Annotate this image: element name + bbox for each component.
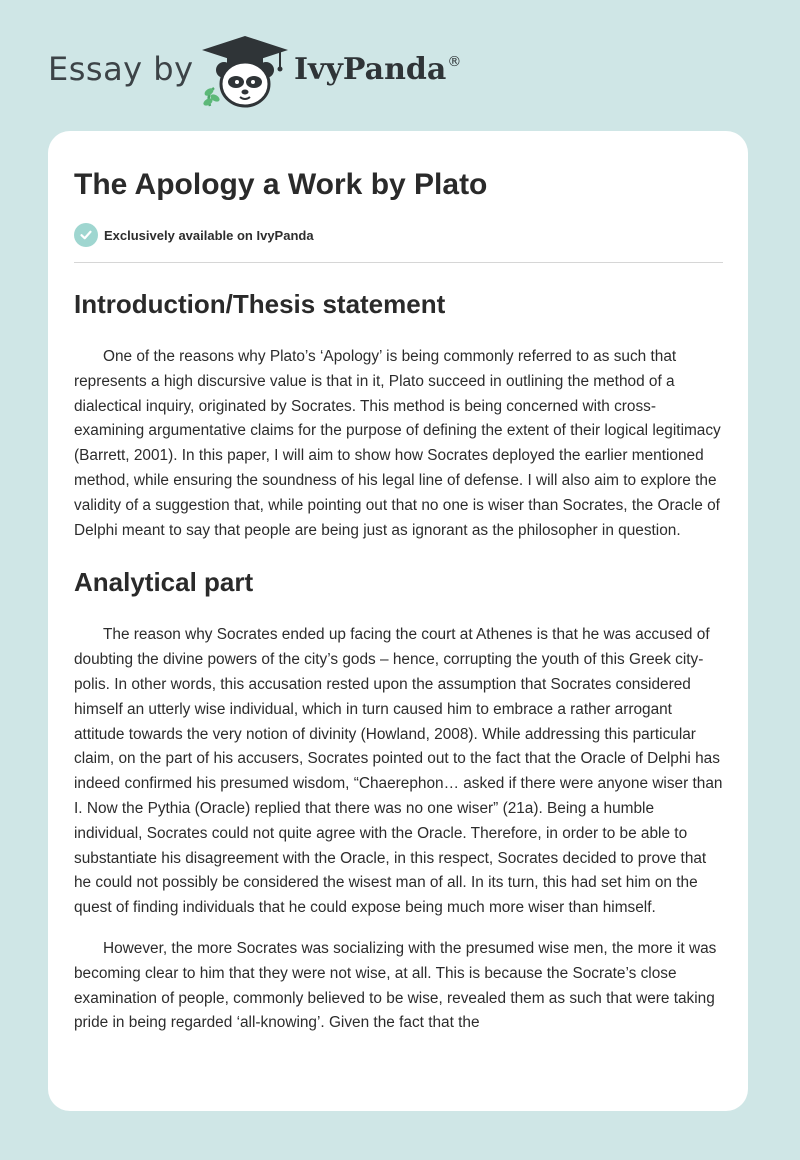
- divider: [74, 262, 723, 263]
- registered-mark: ®: [447, 54, 462, 70]
- paragraph: However, the more Socrates was socializing with the presumed wise men, the more it was becoming clear to him that they were not wise, at all. This is because the Socrate’s close examination of people, commonly believed to be wise, revealed them as such that were taking pride in being regarded ‘all-knowing’. Given the fact that the: [74, 939, 717, 1032]
- brand-header: [48, 30, 518, 110]
- exclusive-badge: [74, 222, 723, 248]
- section-heading-introduction: Introduction/Thesis statement: [74, 289, 446, 319]
- brand-prefix: Essay by: [48, 50, 194, 88]
- page-title: The Apology a Work by Plato: [74, 168, 488, 201]
- essay-card: [48, 131, 748, 1111]
- brand-name: IvyPanda®: [294, 52, 462, 87]
- paragraph: The reason why Socrates ended up facing the court at Athenes is that he was accused of doubting the divine powers of the city’s gods – hence, corrupting the youth of this Greek city-polis. In other words, this accusation rested upon the assumption that Socrates considered himself an utterly wise individual, which in turn caused him to embrace a rather arrogant attitude towards the very notion of divinity (Howland, 2008). While addressing this particular claim, on the part of his accusers, Socrates pointed out to the fact that the Oracle of Delphi has indeed confirmed his presumed wisdom, “Chaerephon… asked if there were anyone wiser than I. Now the Pythia (Oracle) replied that there was no one wiser” (21a). Being a humble individual, Socrates could not quite agree with the Oracle. Therefore, in order to be able to substantiate his disagreement with the Oracle, in this respect, Socrates decided to prove that he could not possibly be considered the wisest man of all. In its turn, this had set him on the quest of finding individuals that he could expose being much more wiser than himself.: [74, 626, 723, 917]
- essay-content: [74, 165, 723, 1036]
- panda-graduate-logo-icon: [200, 34, 290, 110]
- exclusive-text: Exclusively available on IvyPanda: [104, 227, 314, 243]
- check-circle-icon: [74, 223, 98, 247]
- paragraph: One of the reasons why Plato’s ‘Apology’ is being commonly referred to as such that represents a high discursive value is that in it, Plato succeed in outlining the method of a dialectical inquiry, originated by Socrates. This method is being concerned with cross-examining argumentative claims for the purpose of defining the extent of their logical legitimacy (Barrett, 2001). In this paper, I will aim to show how Socrates deployed the earlier mentioned method, while ensuring the soundness of his legal line of defense. I will also aim to explore the validity of a suggestion that, while pointing out that no one is wiser than Socrates, the Oracle of Delphi meant to say that people are being just as ignorant as the philosopher in question.: [74, 348, 721, 539]
- section-heading-analytical: Analytical part: [74, 567, 254, 598]
